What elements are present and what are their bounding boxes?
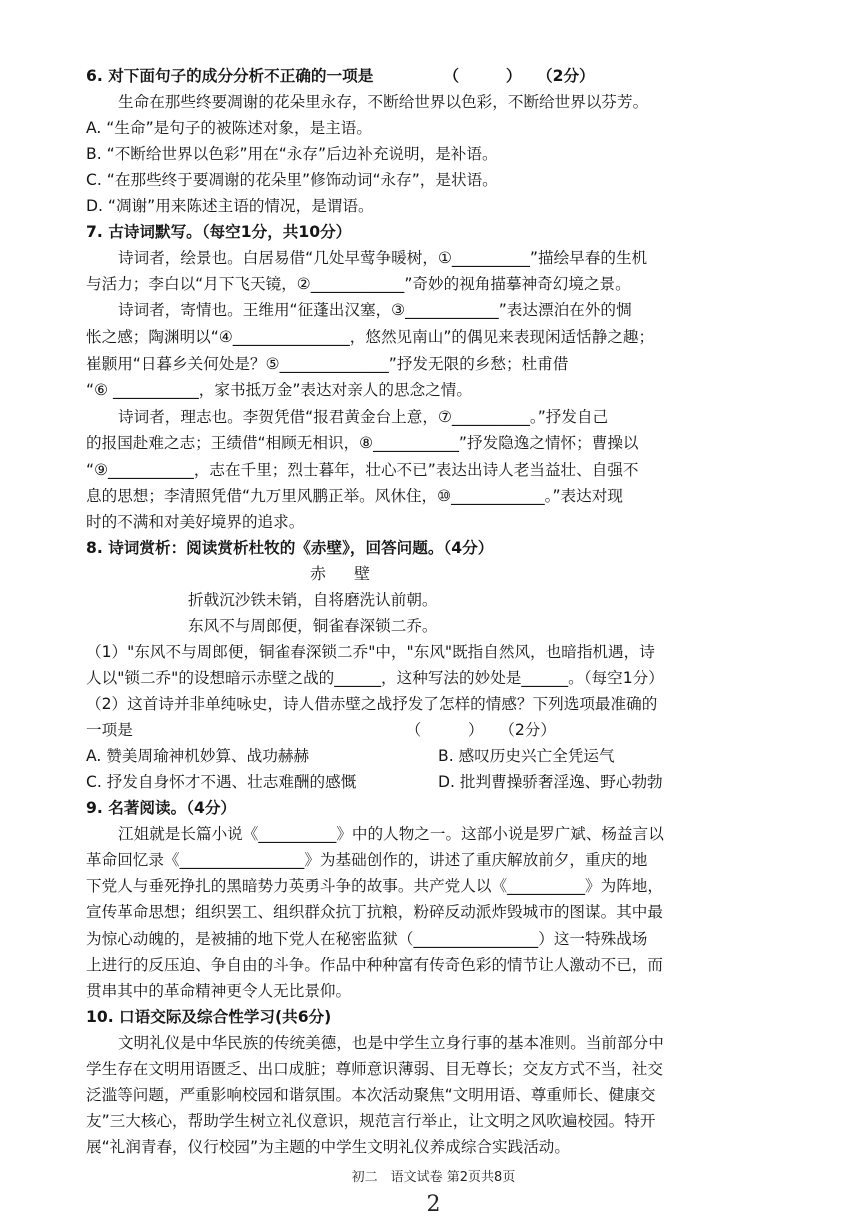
q6-stem: 6. 对下面句子的成分分析不正确的一项是 （ ） （2分） <box>86 67 595 85</box>
q8-sub1-line2: 人以"锁二乔"的设想暗示赤壁之战的______，这种写法的妙处是______。（每空1分） <box>86 669 664 687</box>
q7-line: 与活力；李白以“月下飞天镜，②____________”奇妙的视角描摹神奇幻境之景。 <box>86 275 631 293</box>
q8-sub1-line1: （1）"东风不与周郎便，铜雀春深锁二乔"中，"东风"既指自然风，也暗指机遇，诗 <box>86 643 655 661</box>
q10-heading: 10. 口语交际及综合性学习(共6分) <box>86 1008 332 1026</box>
q9-line: 下党人与垂死挣扎的黑暗势力英勇斗争的故事。共产党人以《__________》为阵地， <box>86 877 663 895</box>
q8-option-b: B. 感叹历史兴亡全凭运气 <box>438 747 615 765</box>
q7-heading: 7. 古诗词默写。（每空1分，共10分） <box>86 223 352 241</box>
q9-line: 宣传革命思想；组织罢工、组织群众抗丁抗粮，粉碎反动派炸毁城市的图谋。其中最 <box>86 903 663 921</box>
q8-sub2-line1: （2）这首诗并非单纯咏史，诗人借赤壁之战抒发了怎样的情感？下列选项最准确的 <box>86 695 658 713</box>
q7-line: 诗词者，寄情也。王维用“征蓬出汉塞，③____________”表达漂泊在外的惆 <box>118 301 632 319</box>
q7-line: 诗词者，理志也。李贺凭借“报君黄金台上意，⑦__________。”抒发自己 <box>118 408 609 426</box>
q7-line: 崔颢用“日暮乡关何处是？⑤______________”抒发无限的乡愁；杜甫借 <box>86 355 569 373</box>
q6-option-c: C. “在那些终于要凋谢的花朵里”修饰动词“永存”，是状语。 <box>86 171 498 189</box>
q8-heading: 8. 诗词赏析：阅读赏析杜牧的《赤壁》，回答问题。（4分） <box>86 539 494 557</box>
q8-option-c: C. 抒发自身怀才不遇、壮志难酬的感慨 <box>86 773 357 791</box>
q7-line: 怅之感；陶渊明以“④_______________，悠然见南山”的偶见来表现闲适恬静之趣； <box>86 328 655 346</box>
q9-line: 贯串其中的革命精神更令人无比景仰。 <box>86 982 352 1000</box>
poem-line: 折戟沉沙铁未销，自将磨洗认前朝。 <box>188 591 438 609</box>
q6-option-d: D. “凋谢”用来陈述主语的情况，是谓语。 <box>86 197 374 215</box>
poem-title: 赤壁 <box>310 564 399 583</box>
q6-option-a: A. “生命”是句子的被陈述对象，是主语。 <box>86 119 372 137</box>
q10-line: 学生存在文明用语匮乏、出口成脏；尊师意识薄弱、目无尊长；交友方式不当，社交 <box>86 1060 663 1078</box>
q7-line: 诗词者，绘景也。白居易借“几处早莺争暖树，①__________”描绘早春的生机 <box>118 249 648 267</box>
page-number: 2 <box>426 1192 441 1217</box>
q10-line: 友”三大核心，帮助学生树立礼仪意识，规范言行举止，让文明之风吹遍校园。特开 <box>86 1112 656 1130</box>
q9-line: 上进行的反压迫、争自由的斗争。作品中种种富有传奇色彩的情节让人激动不已，而 <box>86 956 663 974</box>
q7-line: 的报国赴难之志；王绩借“相顾无相识，⑧___________”抒发隐逸之情怀；曹操以 <box>86 434 639 452</box>
q7-line: 时的不满和对美好境界的追求。 <box>86 513 305 531</box>
q10-line: 文明礼仪是中华民族的传统美德，也是中学生立身行事的基本准则。当前部分中 <box>118 1034 664 1052</box>
q9-heading: 9. 名著阅读。（4分） <box>86 799 237 817</box>
q7-line: “⑥ ___________，家书抵万金”表达对亲人的思念之情。 <box>86 381 472 399</box>
poem-line: 东风不与周郎便，铜雀春深锁二乔。 <box>188 617 438 635</box>
q9-line: 为惊心动魄的，是被捕的地下党人在秘密监狱（________________）这一特殊战场 <box>86 930 648 948</box>
q6-option-b: B. “不断给世界以色彩”用在“永存”后边补充说明，是补语。 <box>86 145 498 163</box>
q9-line: 江姐就是长篇小说《__________》中的人物之一。这部小说是罗广斌、杨益言以 <box>118 825 664 843</box>
q9-line: 革命回忆录《________________》为基础创作的，讲述了重庆解放前夕，重庆的地 <box>86 851 648 869</box>
q8-option-a: A. 赞美周瑜神机妙算、战功赫赫 <box>86 747 310 765</box>
q6-sentence: 生命在那些终要凋谢的花朵里永存，不断给世界以色彩，不断给世界以芬芳。 <box>118 93 649 111</box>
q8-sub2-line2: 一项是 （ ） （2分） <box>86 721 556 739</box>
q8-option-d: D. 批判曹操骄奢淫逸、野心勃勃 <box>438 773 663 791</box>
q10-line: 泛滥等问题，严重影响校园和谐氛围。本次活动聚焦“文明用语、尊重师长、健康交 <box>86 1086 656 1104</box>
q7-line: 息的思想；李清照凭借“九万里风鹏正举。风休住，⑩____________。”表达对现 <box>86 487 623 505</box>
q7-line: “⑨___________，志在千里；烈士暮年，壮心不已”表达出诗人老当益壮、自强不 <box>86 461 639 479</box>
q10-line: 展“礼润青春，仪行校园”为主题的中学生文明礼仪养成综合实践活动。 <box>86 1138 570 1156</box>
page-footer: 初二 语文试卷 第2页共8页 <box>351 1170 516 1185</box>
